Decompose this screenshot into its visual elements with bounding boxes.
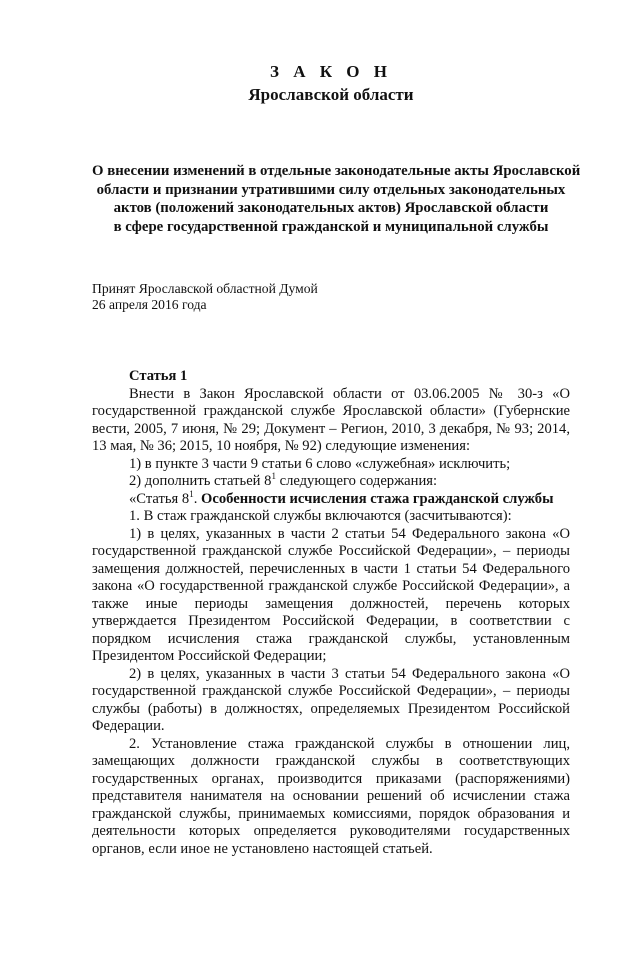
amendment-item-1: 1) в пункте 3 части 9 статьи 6 слово «служебная» исключить; xyxy=(129,455,511,472)
amendment-item-2-text: 2) дополнить статьей 8 xyxy=(129,473,272,489)
new-article-part-1: 1. В стаж гражданской службы включаются (засчитываются): xyxy=(129,508,512,524)
article-heading: Статья 1 xyxy=(129,368,188,384)
adoption-date: 26 апреля 2016 года xyxy=(92,297,207,312)
new-article-part-1-item-1: 1) в целях, указанных в части 2 статьи 54 Федерального закона «О государственной гражданской службе Российской Федерации», – периоды замещения должностей, перечисленных в части 1 статьи 54 Федерального закона «О государственной гражданской службе Российской Федерации», а также иные периоды замещения должностей, перечень которых утверждается Президентом Российской Федерации, в соответствии с порядком исчисления стажа гражданской службы, установленным Президентом Российской Федерации; xyxy=(92,525,570,664)
new-article-part-1-item-2: 2) в целях, указанных в части 3 статьи 54 Федерального закона «О государственной гражданской службе Российской Федерации», – периоды службы (работы) в должностях, определяемых Президентом Российской Федерации. xyxy=(92,665,570,734)
new-article-title: Особенности исчисления стажа гражданской службы xyxy=(200,490,554,507)
amendment-item-2 xyxy=(92,473,570,491)
document-region-heading: Ярославской области xyxy=(248,85,414,104)
adoption-note xyxy=(92,281,570,313)
superscript-index: 1 xyxy=(271,471,276,481)
new-article-number-dot: . xyxy=(193,490,201,507)
law-title-line: области и признании утратившими силу отдельных законодательных xyxy=(96,181,566,198)
document-page xyxy=(0,62,640,967)
amendment-item-2-text-end: следующего содержания: xyxy=(275,473,438,489)
adoption-body: Принят Ярославской областной Думой xyxy=(92,281,318,296)
new-article-number: «Статья 8 xyxy=(129,490,190,507)
law-title-line: в сфере государственной гражданской и муниципальной службы xyxy=(113,218,549,235)
law-title-line: О внесении изменений в отдельные законодательные акты Ярославской xyxy=(92,163,581,179)
law-title xyxy=(92,162,581,236)
document-type-heading: З А К О Н xyxy=(269,62,393,81)
superscript-index: 1 xyxy=(189,488,194,499)
article-intro-paragraph: Внести в Закон Ярославской области от 03.06.2005 № 30-з «О государственной гражданской службе Ярославской области» (Губернские вести, 2005, 7 июня, № 29; Документ – Регион, 2010, 3 декабря, № 93; 2014, 13 мая, № 36; 2015, 10 ноября, № 92) следующие изменения: xyxy=(92,385,570,454)
law-title-line: актов (положений законодательных актов) Ярославской области xyxy=(113,200,549,216)
new-article-heading xyxy=(92,488,570,509)
new-article-part-2: 2. Установление стажа гражданской службы в отношении лиц, замещающих должности гражданской службы в соответствующих государственных органах, производится приказами (распоряжениями) представителя нанимателя на основании решений об исчислении стажа гражданской службы, принимаемых комиссиями, порядок образования и деятельности которых определяется руководителями государственных органов, если иное не установлено настоящей статьей. xyxy=(92,735,570,857)
